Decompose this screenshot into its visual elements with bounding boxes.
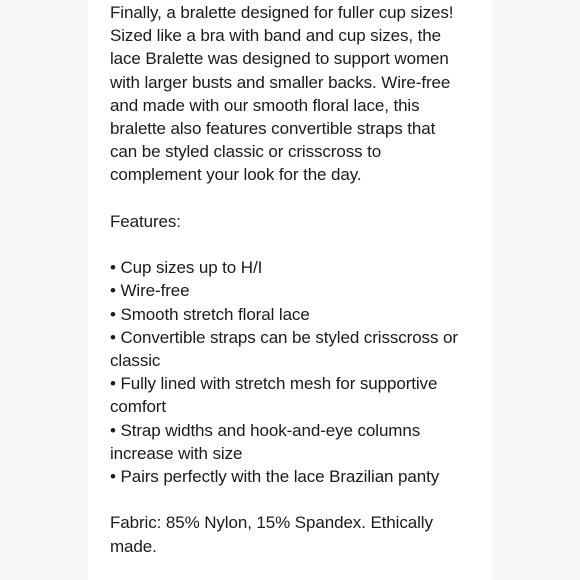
feature-item-lace: • Smooth stretch floral lace [110, 304, 310, 324]
fabric-paragraph: Fabric: 85% Nylon, 15% Spandex. Ethically made. [110, 513, 433, 556]
paragraph-spacer [110, 187, 490, 210]
feature-item-cup-sizes: • Cup sizes up to H/I [110, 258, 263, 278]
feature-item-lining: • Fully lined with stretch mesh for supportive comfort [110, 374, 438, 417]
product-description [110, 1, 490, 558]
intro-paragraph: Finally, a bralette designed for fuller cup sizes! Sized like a bra with band and cup sizes, the lace Bralette was designed to support women with larger busts and smaller backs. Wire-free and made with our smooth floral lace, this bralette also features convertible straps that can be styled classic or crisscross to complement your look for the day. [110, 3, 454, 185]
feature-item-strap-widths: • Strap widths and hook-and-eye columns increase with size [110, 420, 421, 463]
feature-item-wire-free: • Wire-free [110, 281, 190, 301]
paragraph-spacer [110, 233, 490, 256]
features-list [110, 256, 490, 488]
feature-item-straps: • Convertible straps can be styled crisscross or classic [110, 327, 458, 371]
paragraph-spacer [110, 488, 490, 511]
features-heading: Features: [110, 211, 181, 231]
feature-item-pairs: • Pairs perfectly with the lace Brazilian panty [110, 467, 440, 487]
